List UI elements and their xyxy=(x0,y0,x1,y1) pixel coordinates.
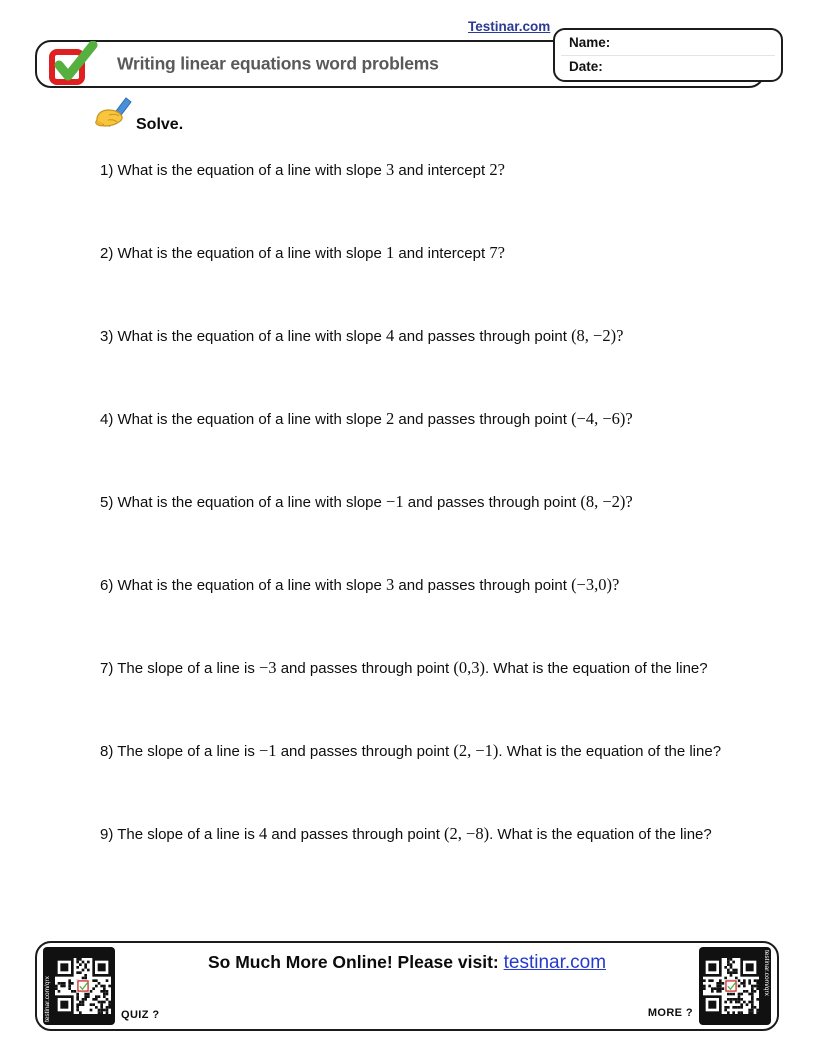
question-5 xyxy=(100,490,770,514)
math-value: (0,3) xyxy=(453,658,485,677)
question-number: 9) xyxy=(100,826,118,843)
math-value: (8, −2)? xyxy=(571,326,624,345)
more-label: MORE ? xyxy=(647,1007,693,1019)
question-text: The slope of a line is xyxy=(117,660,259,677)
math-value: (8, −2)? xyxy=(580,492,633,511)
solve-instruction: Solve. xyxy=(136,116,184,133)
question-8 xyxy=(100,739,770,763)
date-label: Date: xyxy=(569,59,603,74)
question-text: and passes through point xyxy=(267,826,445,843)
math-value: 7? xyxy=(489,243,505,262)
quiz-qr-caption: testinar.com/qrx xyxy=(44,976,51,1022)
footer-banner xyxy=(35,941,779,1031)
question-1 xyxy=(100,158,770,182)
question-text: The slope of a line is xyxy=(117,826,259,843)
question-text: The slope of a line is xyxy=(117,743,259,760)
question-number: 8) xyxy=(100,743,118,760)
question-text: and intercept xyxy=(394,245,490,262)
math-value: (−4, −6)? xyxy=(571,409,633,428)
footer-message xyxy=(37,952,777,974)
question-text: What is the equation of a line with slope xyxy=(117,577,387,594)
question-number: 6) xyxy=(100,577,118,594)
question-text: . What is the equation of the line? xyxy=(489,826,712,843)
question-2 xyxy=(100,241,770,265)
math-value: 3 xyxy=(386,160,395,179)
question-number: 2) xyxy=(100,245,118,262)
name-label: Name: xyxy=(569,35,611,50)
question-number: 7) xyxy=(100,660,118,677)
question-text: What is the equation of a line with slope xyxy=(117,328,387,345)
more-qr-code xyxy=(699,947,771,1025)
name-date-box xyxy=(553,28,783,82)
math-value: (−3,0)? xyxy=(571,575,620,594)
question-9 xyxy=(100,822,770,846)
qr-code-icon xyxy=(703,958,759,1014)
question-text: and passes through point xyxy=(276,743,454,760)
page-title: Writing linear equations word problems xyxy=(117,53,439,74)
math-value: (2, −1) xyxy=(453,741,499,760)
question-3 xyxy=(100,324,770,348)
question-text: and passes through point xyxy=(403,494,581,511)
more-qr-caption: testinar.com/qrx xyxy=(763,950,770,996)
math-value: 1 xyxy=(386,243,395,262)
question-text: What is the equation of a line with slope xyxy=(117,494,387,511)
divider xyxy=(561,55,775,56)
question-text: What is the equation of a line with slope xyxy=(117,245,387,262)
checkbox-check-icon xyxy=(48,41,98,87)
question-text: What is the equation of a line with slope xyxy=(117,411,387,428)
writing-hand-icon xyxy=(93,96,139,134)
math-value: 4 xyxy=(258,824,268,843)
question-text: and passes through point xyxy=(394,577,572,594)
math-value: 2 xyxy=(386,409,395,428)
footer-message-text: So Much More Online! Please visit: xyxy=(207,952,504,972)
math-value: 4 xyxy=(386,326,395,345)
question-text: What is the equation of a line with slope xyxy=(117,162,387,179)
testinar-footer-link[interactable]: testinar.com xyxy=(503,952,607,973)
math-value: 3 xyxy=(386,575,395,594)
math-value: (2, −8) xyxy=(444,824,490,843)
question-text: . What is the equation of the line? xyxy=(484,660,708,677)
math-value: −3 xyxy=(258,658,277,677)
question-text: . What is the equation of the line? xyxy=(498,743,722,760)
math-value: −1 xyxy=(258,741,277,760)
question-number: 5) xyxy=(100,494,118,511)
question-text: and intercept xyxy=(394,162,490,179)
question-text: and passes through point xyxy=(394,411,572,428)
question-4 xyxy=(100,407,770,431)
question-7 xyxy=(100,656,770,680)
math-value: 2? xyxy=(489,160,505,179)
question-text: and passes through point xyxy=(394,328,572,345)
question-number: 4) xyxy=(100,411,118,428)
testinar-top-link[interactable]: Testinar.com xyxy=(468,19,551,34)
question-number: 1) xyxy=(100,162,118,179)
question-number: 3) xyxy=(100,328,118,345)
question-6 xyxy=(100,573,770,597)
question-text: and passes through point xyxy=(276,660,454,677)
math-value: −1 xyxy=(386,492,404,511)
quiz-label: QUIZ ? xyxy=(121,1009,160,1021)
